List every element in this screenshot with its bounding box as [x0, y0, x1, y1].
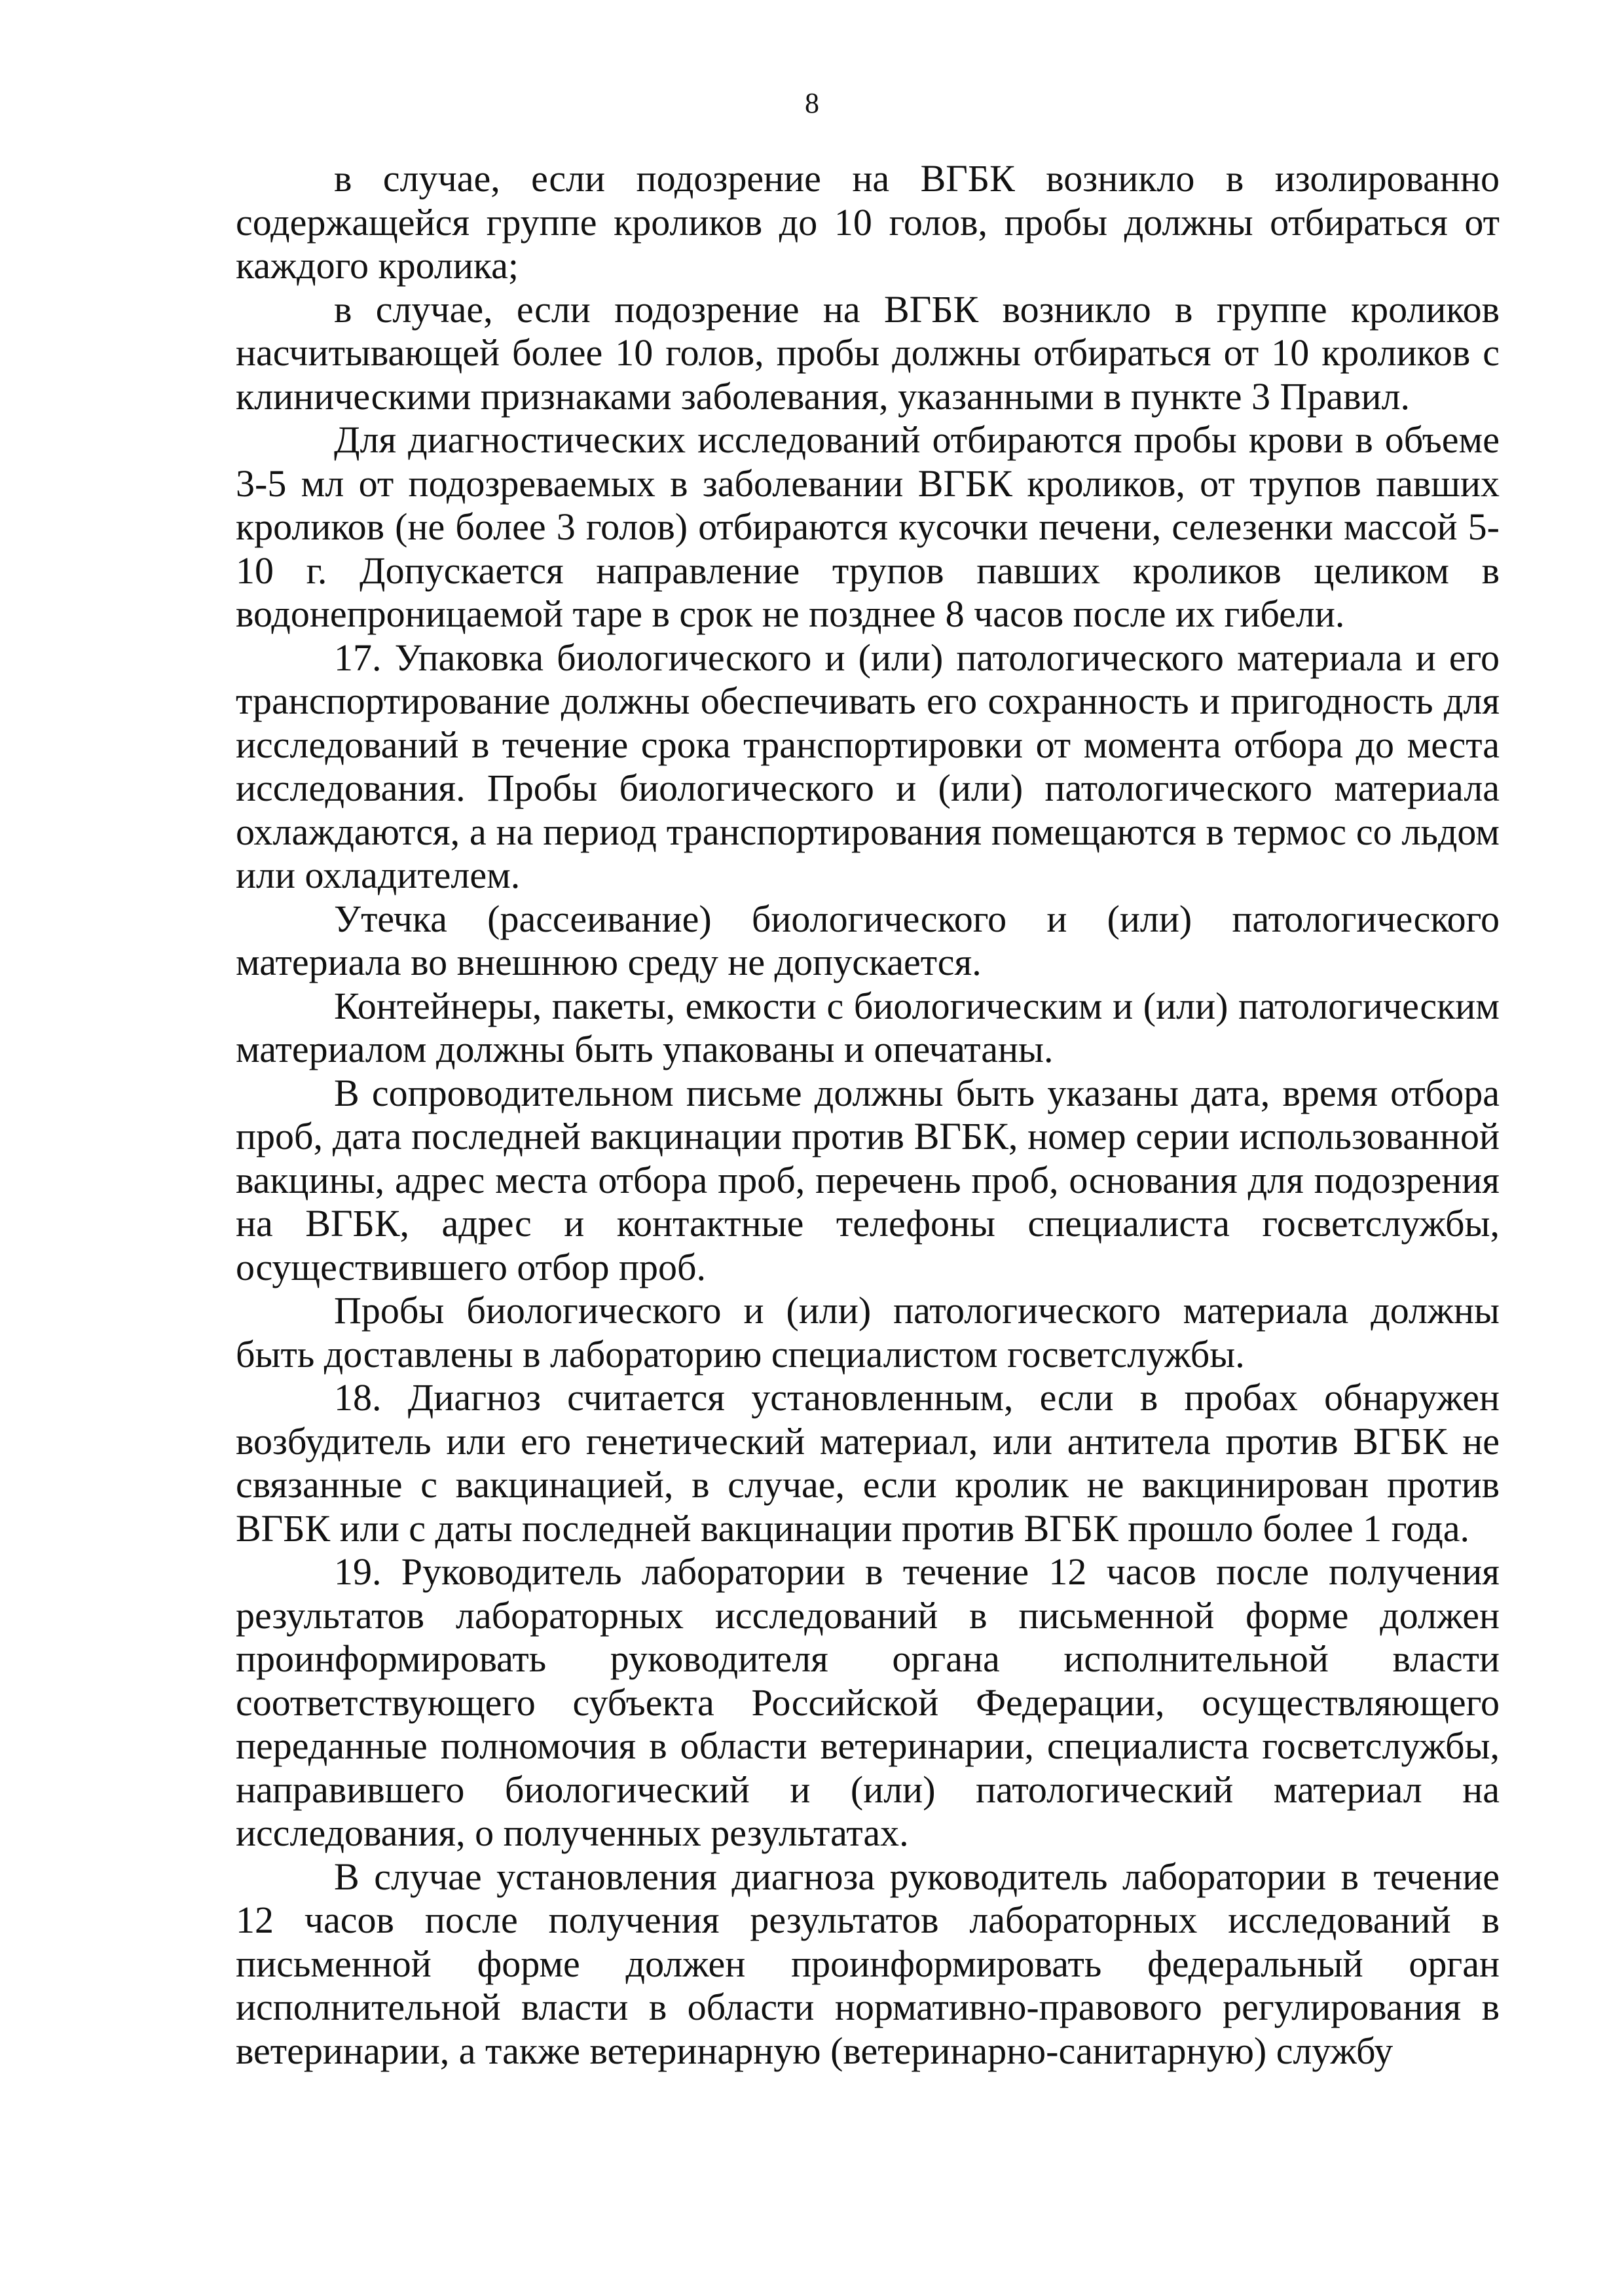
page-number: 8: [805, 87, 819, 119]
paragraph: Пробы биологического и (или) патологического материала должны быть доставлены в лабораторию специалистом госветслужбы.: [236, 1289, 1500, 1376]
paragraph-item-17: 17. Упаковка биологического и (или) патологического материала и его транспортирование должны обеспечивать его сохранность и пригодность для исследований в течение срока транспортировки от момента отбора до места исследования. Пробы биологического и (или) патологического материала охлаждаются, а на период транспортирования помещаются в термос со льдом или охладителем.: [236, 636, 1500, 896]
paragraph: в случае, если подозрение на ВГБК возникло в изолированно содержащейся группе кроликов до 10 голов, пробы должны отбираться от каждого кролика;: [236, 157, 1500, 287]
document-body: [236, 157, 1500, 2073]
paragraph: В случае установления диагноза руководитель лаборатории в течение 12 часов после получения результатов лабораторных исследований в письменной форме должен проинформировать федеральный орган исполнительной власти в области нормативно-правового регулирования в ветеринарии, а также ветеринарную (ветеринарно-санитарную) службу: [236, 1855, 1500, 2072]
paragraph: Утечка (рассеивание) биологического и (или) патологического материала во внешнюю среду не допускается.: [236, 897, 1500, 983]
paragraph-item-19: 19. Руководитель лаборатории в течение 12 часов после получения результатов лабораторных исследований в письменной форме должен проинформировать руководителя органа исполнительной власти соответствующего субъекта Российской Федерации, осуществляющего переданные полномочия в области ветеринарии, специалиста госветслужбы, направившего биологический и (или) патологический материал на исследования, о полученных результатах.: [236, 1550, 1500, 1854]
paragraph: В сопроводительном письме должны быть указаны дата, время отбора проб, дата последней вакцинации против ВГБК, номер серии использованной вакцины, адрес места отбора проб, перечень проб, основания для подозрения на ВГБК, адрес и контактные телефоны специалиста госветслужбы, осуществившего отбор проб.: [236, 1071, 1500, 1288]
paragraph: Для диагностических исследований отбираются пробы крови в объеме 3-5 мл от подозреваемых в заболевании ВГБК кроликов, от трупов павших кроликов (не более 3 голов) отбираются кусочки печени, селезенки массой 5-10 г. Допускается направление трупов павших кроликов целиком в водонепроницаемой таре в срок не позднее 8 часов после их гибели.: [236, 418, 1500, 635]
paragraph: Контейнеры, пакеты, емкости с биологическим и (или) патологическим материалом должны быть упакованы и опечатаны.: [236, 984, 1500, 1070]
paragraph: в случае, если подозрение на ВГБК возникло в группе кроликов насчитывающей более 10 голов, пробы должны отбираться от 10 кроликов с клиническими признаками заболевания, указанными в пункте 3 Правил.: [236, 287, 1500, 418]
paragraph-item-18: 18. Диагноз считается установленным, если в пробах обнаружен возбудитель или его генетический материал, или антитела против ВГБК не связанные с вакцинацией, в случае, если кролик не вакцинирован против ВГБК или с даты последней вакцинации против ВГБК прошло более 1 года.: [236, 1376, 1500, 1550]
